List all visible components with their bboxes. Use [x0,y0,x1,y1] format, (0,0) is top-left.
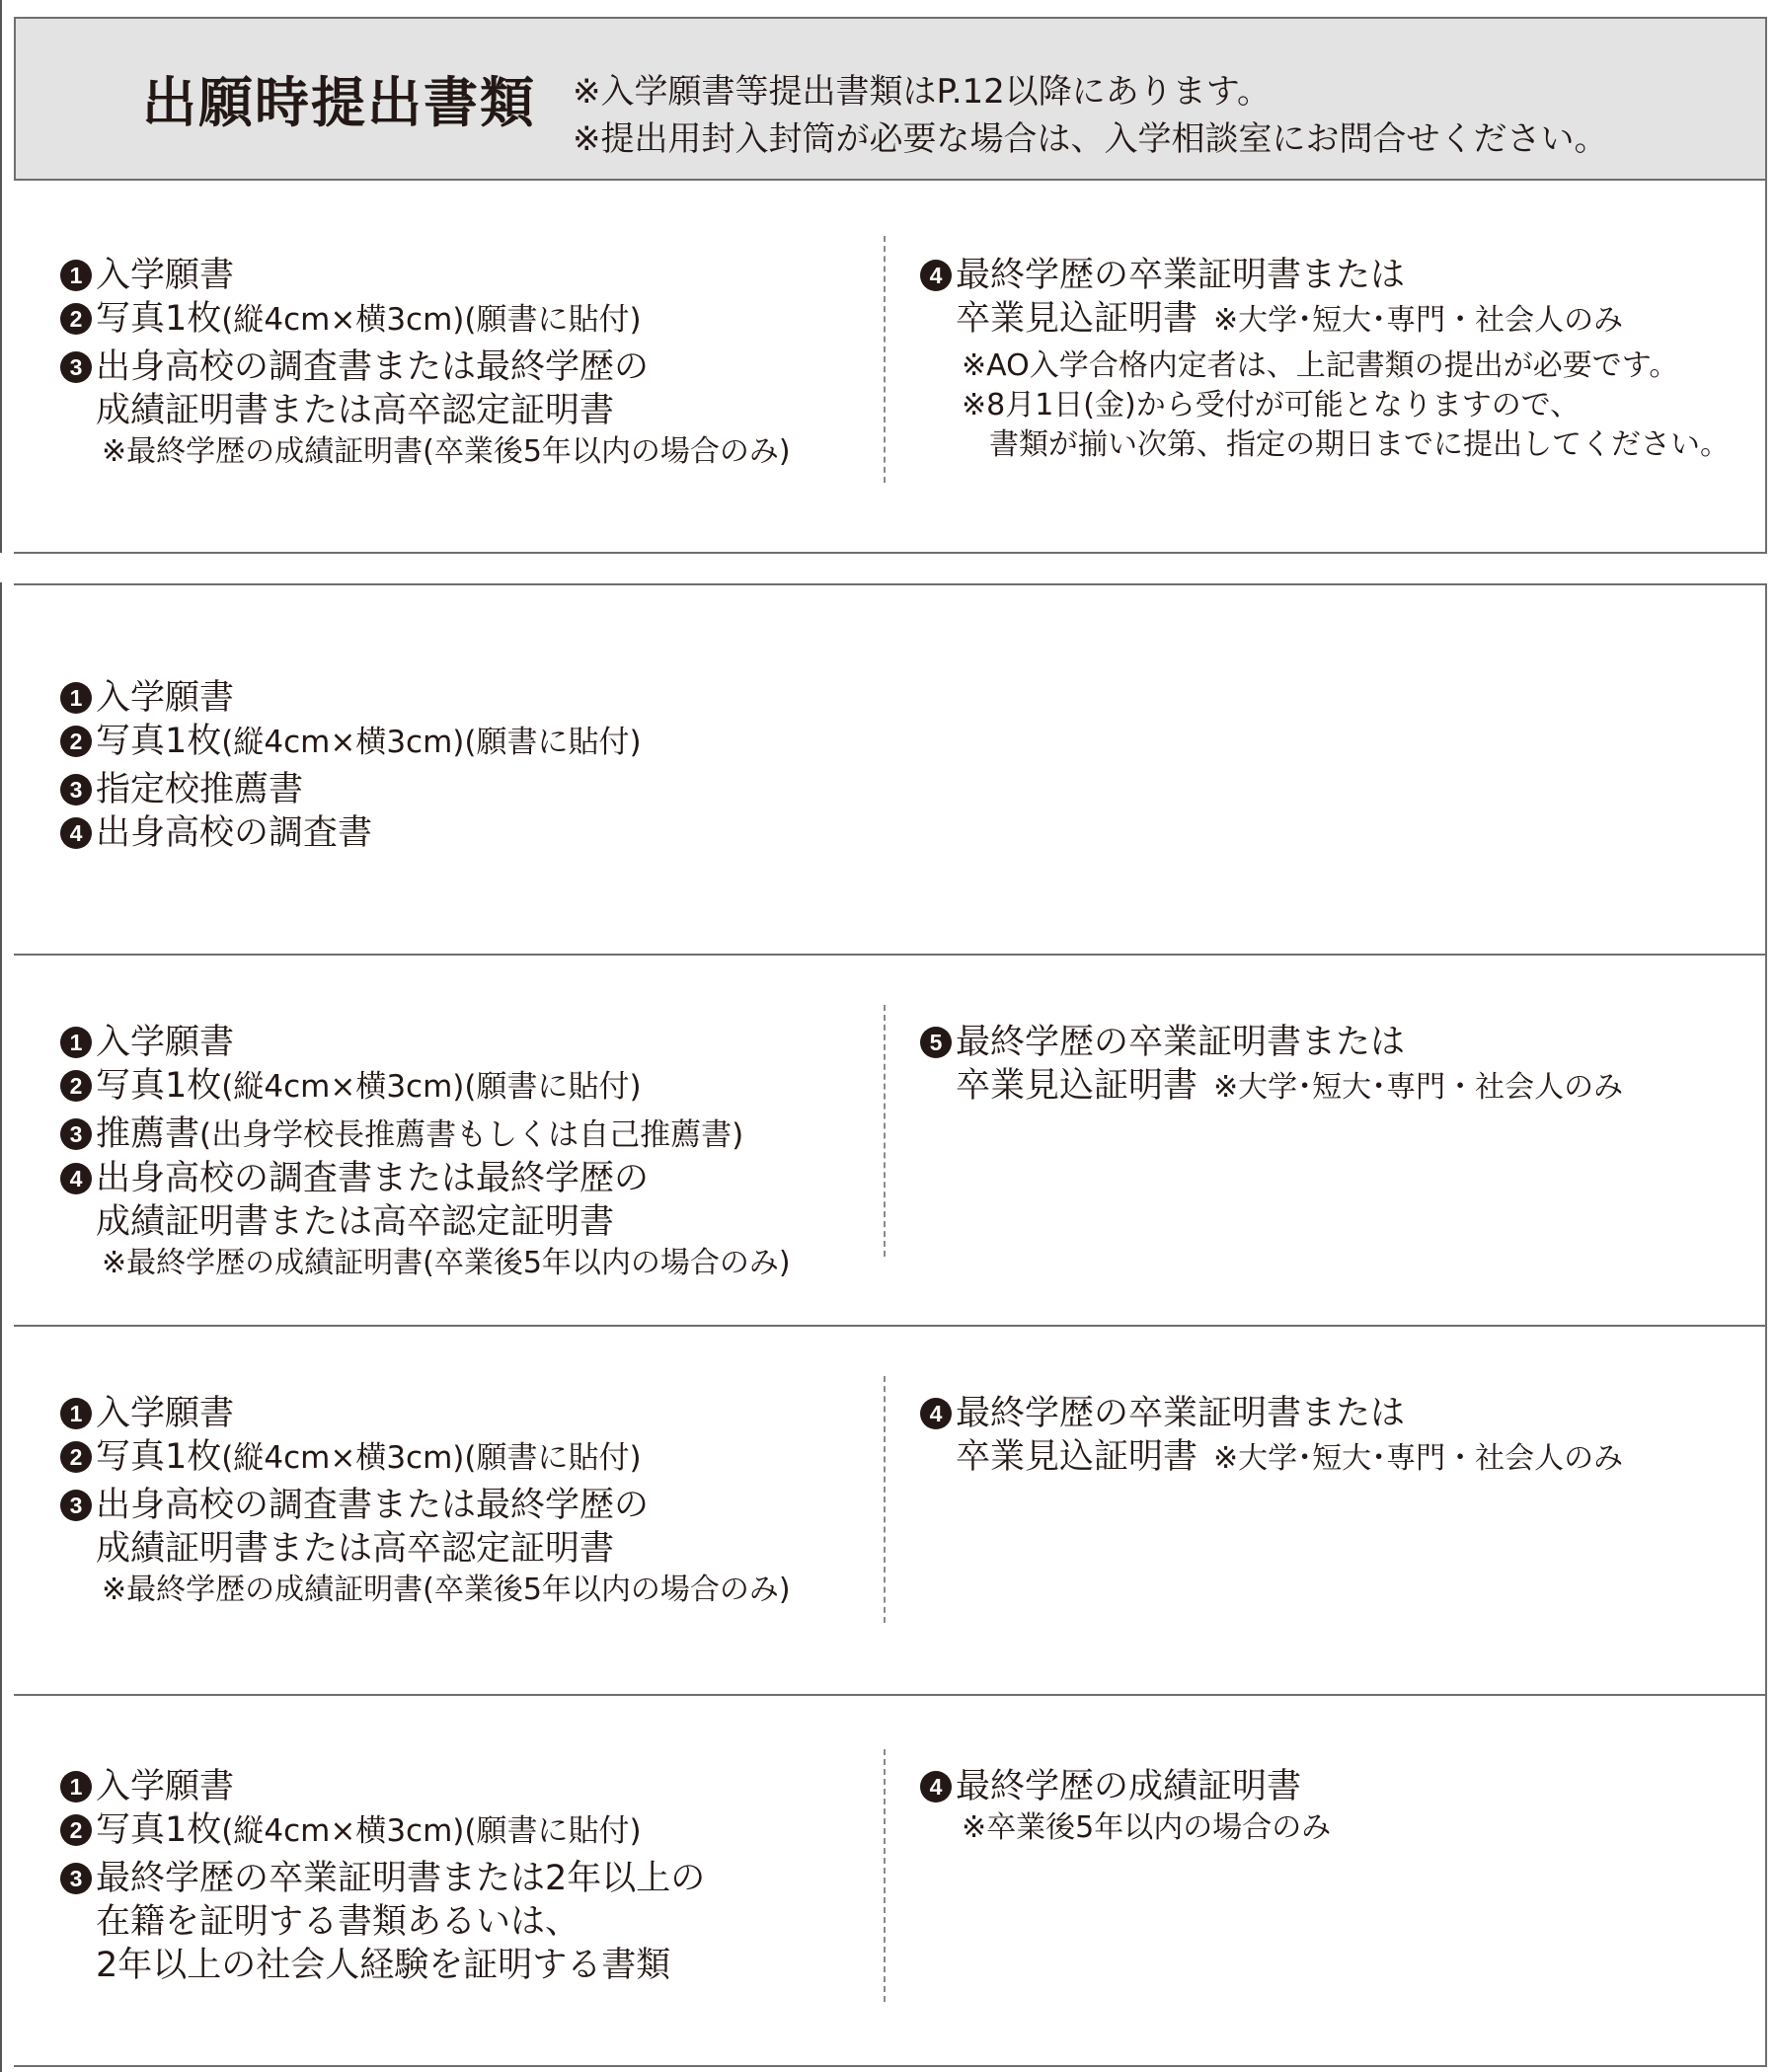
doc-note: ※卒業後5年以内の場合のみ [962,1810,1332,1845]
section-2 [14,583,1767,956]
number-badge: 2 [60,1814,92,1846]
header-note: ※提出用封入封筒が必要な場合は、入学相談室にお問合せください。 [573,119,1608,159]
doc-note: ※8月1日(金)から受付が可能となりますので、 [962,388,1581,422]
doc-text: 出身高校の調査書 [96,813,373,853]
section-5-right [920,1765,1331,1848]
doc-text: 出身高校の調査書または最終学歴の [96,347,650,387]
doc-item [60,297,791,342]
doc-subtext: (縦4cm×横3cm)(願書に貼付) [221,1440,642,1476]
header-notes [573,68,1608,163]
section-1 [14,181,1767,554]
dashed-divider [884,1005,886,1257]
number-badge: 3 [60,1863,92,1894]
doc-text: 指定校推薦書 [96,770,304,809]
doc-note: ※最終学歴の成績証明書(卒業後5年以内の場合のみ) [102,1573,791,1607]
doc-text: 写真1枚 [96,299,222,339]
doc-item [60,768,642,811]
number-badge: 3 [60,351,92,383]
doc-text: 入学願書 [96,678,235,718]
doc-note: ※最終学歴の成績証明書(卒業後5年以内の場合のみ) [102,1246,791,1280]
doc-suffix: ※大学･短大･専門・社会人のみ [1213,1070,1624,1105]
doc-item [60,1435,791,1480]
doc-text: 最終学歴の卒業証明書または [956,256,1406,295]
number-badge: 1 [60,260,92,291]
number-badge: 2 [60,1441,92,1473]
doc-item [60,254,791,297]
doc-item [920,1021,1623,1064]
doc-text: 出身高校の調査書または最終学歴の [96,1486,650,1525]
number-badge: 2 [60,1070,92,1102]
header-title: 出願時提出書類 [142,71,537,134]
doc-text: 出身高校の調査書または最終学歴の [96,1159,650,1198]
doc-continuation: 成績証明書または高卒認定証明書 [96,1202,615,1242]
dashed-divider [884,236,886,483]
section-5 [14,1696,1767,2067]
number-badge: 4 [60,817,92,849]
section-5-left [60,1765,705,1987]
number-badge: 4 [60,1163,92,1194]
doc-note: ※最終学歴の成績証明書(卒業後5年以内の場合のみ) [102,434,791,469]
doc-text: 写真1枚 [96,1810,222,1850]
doc-item [60,811,642,855]
doc-item [60,676,642,720]
doc-continuation: 卒業見込証明書 ※大学･短大･専門・社会人のみ [956,1437,1624,1477]
number-badge: 2 [60,726,92,757]
doc-text: 最終学歴の卒業証明書または [956,1023,1406,1062]
doc-item [60,1484,791,1527]
doc-item [60,1064,791,1109]
doc-continuation: 卒業見込証明書 ※大学･短大･専門・社会人のみ [956,1066,1624,1106]
doc-item [920,1392,1623,1435]
number-badge: 2 [60,303,92,335]
dashed-divider [884,1749,886,2002]
number-badge: 4 [920,260,952,291]
doc-subtext: (出身学校長推薦書もしくは自己推薦書) [199,1117,744,1153]
doc-item [60,1157,791,1200]
number-badge: 1 [60,682,92,714]
section-3 [14,956,1767,1327]
doc-subtext: (縦4cm×横3cm)(願書に貼付) [221,1069,642,1105]
doc-item [60,1857,705,1900]
section-1-left [60,254,791,472]
dashed-divider [884,1376,886,1623]
left-margin-rule [0,582,2,2072]
doc-text: 最終学歴の卒業証明書または [956,1394,1406,1433]
doc-text: 推薦書 [96,1114,200,1154]
doc-subtext: (縦4cm×横3cm)(願書に貼付) [221,1813,642,1849]
section-4-left [60,1392,791,1610]
section-4-right [920,1392,1623,1481]
number-badge: 3 [60,1118,92,1150]
number-badge: 3 [60,774,92,806]
doc-text: 最終学歴の成績証明書 [956,1767,1302,1806]
doc-continuation: 成績証明書または高卒認定証明書 [96,391,615,430]
doc-note: 書類が揃い次第、指定の期日までに提出してください。 [989,427,1730,462]
doc-item [60,1113,791,1157]
left-margin-rule [0,0,2,553]
doc-text: 入学願書 [96,1767,235,1806]
section-3-left [60,1021,791,1283]
number-badge: 5 [920,1027,952,1058]
doc-subtext: (縦4cm×横3cm)(願書に貼付) [221,725,642,760]
doc-item [60,1765,705,1808]
number-badge: 1 [60,1398,92,1429]
number-badge: 1 [60,1027,92,1058]
doc-item [920,1765,1331,1808]
doc-text: 入学願書 [96,1023,235,1062]
section-1-right [920,254,1730,465]
header-banner [14,17,1767,181]
doc-text: 写真1枚 [96,1066,222,1106]
section-2-left [60,676,642,855]
doc-continuation: 成績証明書または高卒認定証明書 [96,1529,615,1569]
doc-text: 写真1枚 [96,722,222,761]
doc-suffix: ※大学･短大･専門・社会人のみ [1213,303,1624,338]
doc-item [60,345,791,389]
number-badge: 3 [60,1490,92,1521]
section-3-right [920,1021,1623,1110]
doc-continuation: 卒業見込証明書 ※大学･短大･専門・社会人のみ [956,299,1624,339]
number-badge: 4 [920,1771,952,1803]
doc-continuation: 2年以上の社会人経験を証明する書類 [96,1946,671,1985]
number-badge: 4 [920,1398,952,1429]
doc-suffix: ※大学･短大･専門・社会人のみ [1213,1441,1624,1476]
section-4 [14,1327,1767,1696]
doc-item [60,720,642,764]
doc-text: 写真1枚 [96,1437,222,1477]
doc-text: 最終学歴の卒業証明書または2年以上の [96,1859,706,1898]
doc-note: ※AO入学合格内定者は、上記書類の提出が必要です。 [962,348,1679,383]
doc-item [60,1808,705,1853]
doc-item [60,1392,791,1435]
doc-item [60,1021,791,1064]
header-note: ※入学願書等提出書類はP.12以降にあります。 [573,72,1272,112]
doc-text: 入学願書 [96,1394,235,1433]
doc-item [920,254,1730,297]
number-badge: 1 [60,1771,92,1803]
doc-text: 入学願書 [96,256,235,295]
doc-continuation: 在籍を証明する書類あるいは、 [96,1902,580,1942]
doc-subtext: (縦4cm×横3cm)(願書に貼付) [221,302,642,338]
